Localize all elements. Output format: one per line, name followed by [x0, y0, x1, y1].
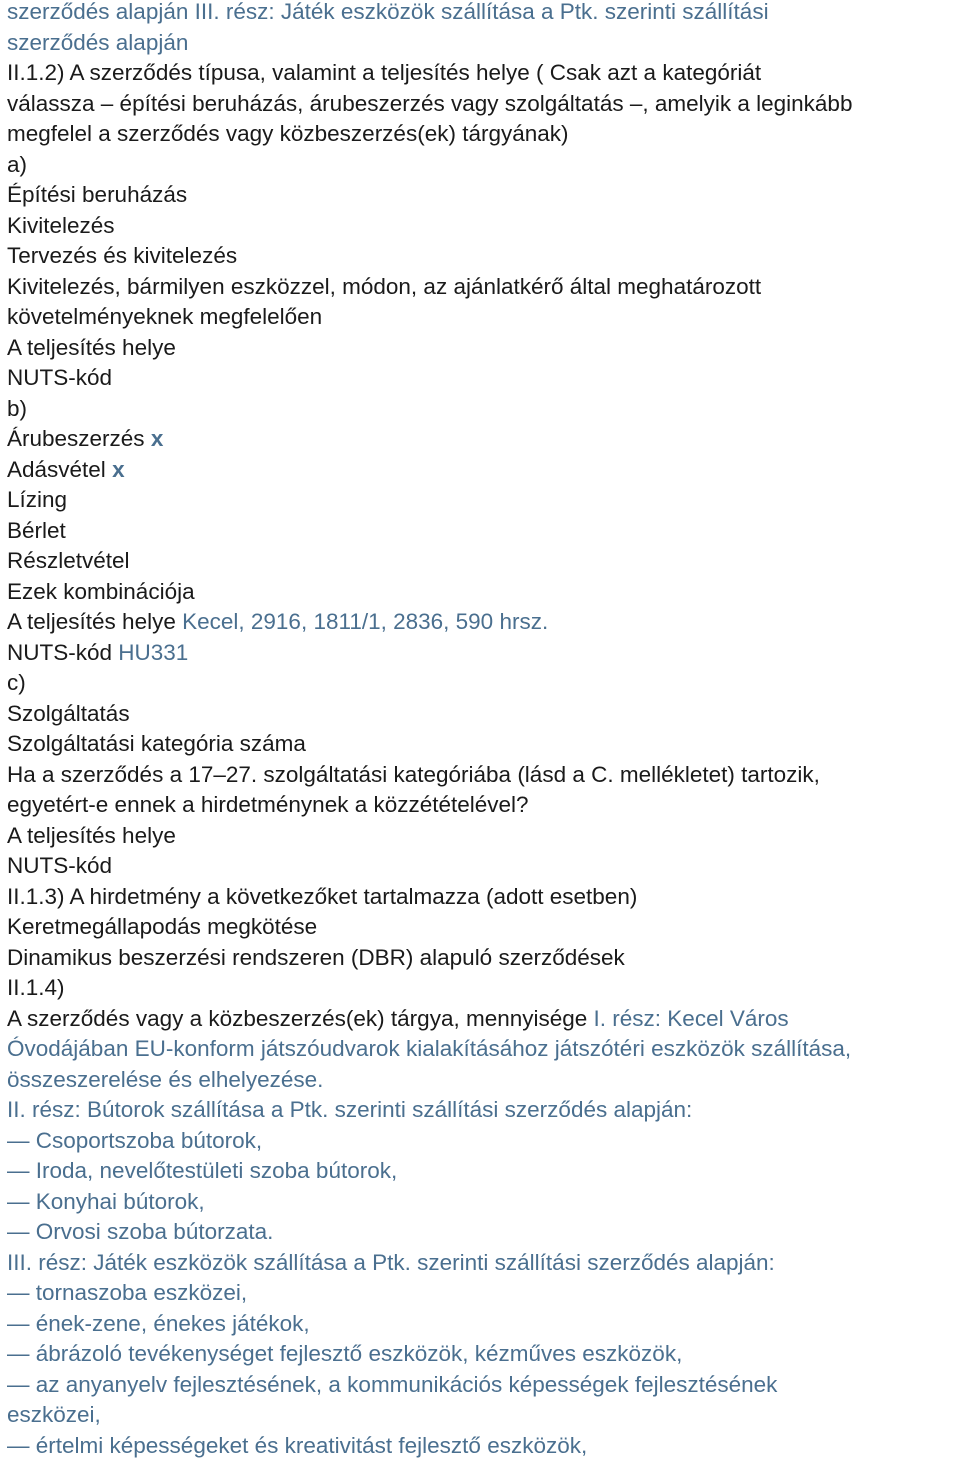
text-line [7, 943, 957, 974]
text-run: Óvodájában EU-konform játszóudvarok kialakításához játszótéri eszközök szállítása, [7, 1036, 852, 1061]
text-run: II.1.3) A hirdetmény a következőket tartalmazza (adott esetben) [7, 883, 638, 909]
text-run: egyetért-e ennek a hirdetménynek a közzétételével? [7, 792, 529, 817]
text-line [7, 424, 957, 455]
text-line [7, 668, 957, 699]
text-line [7, 211, 957, 242]
text-line [7, 89, 957, 120]
text-run: Ezek kombinációja [7, 578, 195, 604]
text-run: II. rész: Bútorok szállítása a Ptk. szerinti szállítási szerződés alapján: [7, 1097, 693, 1122]
text-line [7, 577, 957, 608]
text-line [7, 394, 957, 425]
text-run: A teljesítés helye [7, 822, 176, 848]
text-run: követelményeknek megfelelően [7, 304, 323, 329]
text-line [7, 1065, 957, 1096]
text-line [7, 790, 957, 821]
text-line [7, 973, 957, 1004]
text-line [7, 1370, 957, 1401]
text-line [7, 1309, 957, 1340]
text-run: Építési beruházás [7, 182, 188, 207]
text-line [7, 699, 957, 730]
text-line [7, 607, 957, 638]
document-body [7, 0, 957, 1461]
text-run: — tornaszoba eszközei, [7, 1280, 248, 1305]
text-run: NUTS-kód [7, 853, 113, 878]
text-line [7, 1248, 957, 1279]
text-run: — Csoportszoba bútorok, [7, 1127, 263, 1153]
text-run: Kecel, 2916, 1811/1, 2836, 590 hrsz. [182, 609, 549, 634]
text-run: összeszerelése és elhelyezése. [7, 1066, 324, 1092]
text-run: Bérlet [7, 517, 66, 543]
text-run: — Konyhai bútorok, [7, 1188, 205, 1214]
text-line [7, 1156, 957, 1187]
text-line [7, 180, 957, 211]
text-line [7, 455, 957, 486]
text-run: A teljesítés helye [7, 334, 176, 360]
text-run: Keretmegállapodás megkötése [7, 914, 318, 939]
text-line [7, 821, 957, 852]
text-line [7, 241, 957, 272]
text-run: — ábrázoló tevékenységet fejlesztő eszközök, kézműves eszközök, [7, 1341, 683, 1366]
text-run: Tervezés és kivitelezés [7, 243, 238, 268]
text-run: — Orvosi szoba bútorzata. [7, 1219, 274, 1244]
text-run: Adásvétel [7, 456, 113, 482]
text-run: HU331 [118, 639, 189, 665]
text-run: — az anyanyelv fejlesztésének, a kommunikációs képességek fejlesztésének [7, 1371, 778, 1397]
text-line [7, 28, 957, 59]
text-line [7, 1095, 957, 1126]
text-line [7, 851, 957, 882]
text-run: Kivitelezés, bármilyen eszközzel, módon, az ajánlatkérő által meghatározott [7, 273, 762, 299]
text-run: szerződés alapján [7, 29, 189, 55]
text-line [7, 638, 957, 669]
text-line [7, 272, 957, 303]
text-line [7, 363, 957, 394]
text-line [7, 302, 957, 333]
text-line [7, 546, 957, 577]
selected-mark: x [112, 456, 125, 482]
text-line [7, 58, 957, 89]
text-run: III. rész: Játék eszközök szállítása a Ptk. szerinti szállítási szerződés alapján: [7, 1249, 775, 1275]
text-run: megfelel a szerződés vagy közbeszerzés(ek) tárgyának) [7, 121, 569, 146]
text-run: Dinamikus beszerzési rendszeren (DBR) alapuló szerződések [7, 944, 625, 970]
text-line [7, 1339, 957, 1370]
text-run: eszközei, [7, 1402, 101, 1427]
text-run: szerződés alapján III. rész: Játék eszközök szállítása a Ptk. szerinti szállítási [7, 0, 769, 24]
text-line [7, 1278, 957, 1309]
selected-mark: x [150, 426, 164, 451]
text-line [7, 1034, 957, 1065]
text-run: a) [7, 151, 28, 177]
text-line [7, 485, 957, 516]
text-run: b) [7, 395, 28, 421]
text-line [7, 912, 957, 943]
text-run: II.1.4) [7, 975, 65, 1000]
text-run: Kivitelezés [7, 212, 115, 238]
text-run: NUTS-kód [7, 365, 113, 390]
text-line [7, 882, 957, 913]
text-run: Részletvétel [7, 548, 130, 573]
text-run: A teljesítés helye [7, 609, 183, 634]
text-run: NUTS-kód [7, 639, 119, 665]
text-line [7, 1431, 957, 1462]
text-run: II.1.2) A szerződés típusa, valamint a teljesítés helye ( Csak azt a kategóriát [7, 60, 762, 85]
text-run: Szolgáltatás [7, 700, 130, 726]
text-line [7, 1217, 957, 1248]
text-run: Árubeszerzés [7, 426, 151, 451]
text-line [7, 1400, 957, 1431]
text-line [7, 0, 957, 28]
text-line [7, 119, 957, 150]
text-run: Lízing [7, 487, 68, 512]
text-run: Ha a szerződés a 17–27. szolgáltatási kategóriába (lásd a C. mellékletet) tartozik, [7, 761, 820, 787]
text-line [7, 1187, 957, 1218]
text-run: válassza – építési beruházás, árubeszerzés vagy szolgáltatás –, amelyik a leginkább [7, 90, 853, 116]
text-run: — ének-zene, énekes játékok, [7, 1310, 310, 1336]
text-run: A szerződés vagy a közbeszerzés(ek) tárgya, mennyisége [7, 1005, 594, 1031]
text-line [7, 516, 957, 547]
text-line [7, 150, 957, 181]
text-line [7, 760, 957, 791]
text-run: c) [7, 670, 26, 695]
text-run: — értelmi képességeket és kreativitást fejlesztő eszközök, [7, 1432, 588, 1458]
text-line [7, 729, 957, 760]
text-line [7, 1004, 957, 1035]
text-run: Szolgáltatási kategória száma [7, 731, 306, 756]
text-line [7, 1126, 957, 1157]
text-run: I. rész: Kecel Város [593, 1005, 789, 1031]
text-run: — Iroda, nevelőtestületi szoba bútorok, [7, 1158, 398, 1183]
text-line [7, 333, 957, 364]
